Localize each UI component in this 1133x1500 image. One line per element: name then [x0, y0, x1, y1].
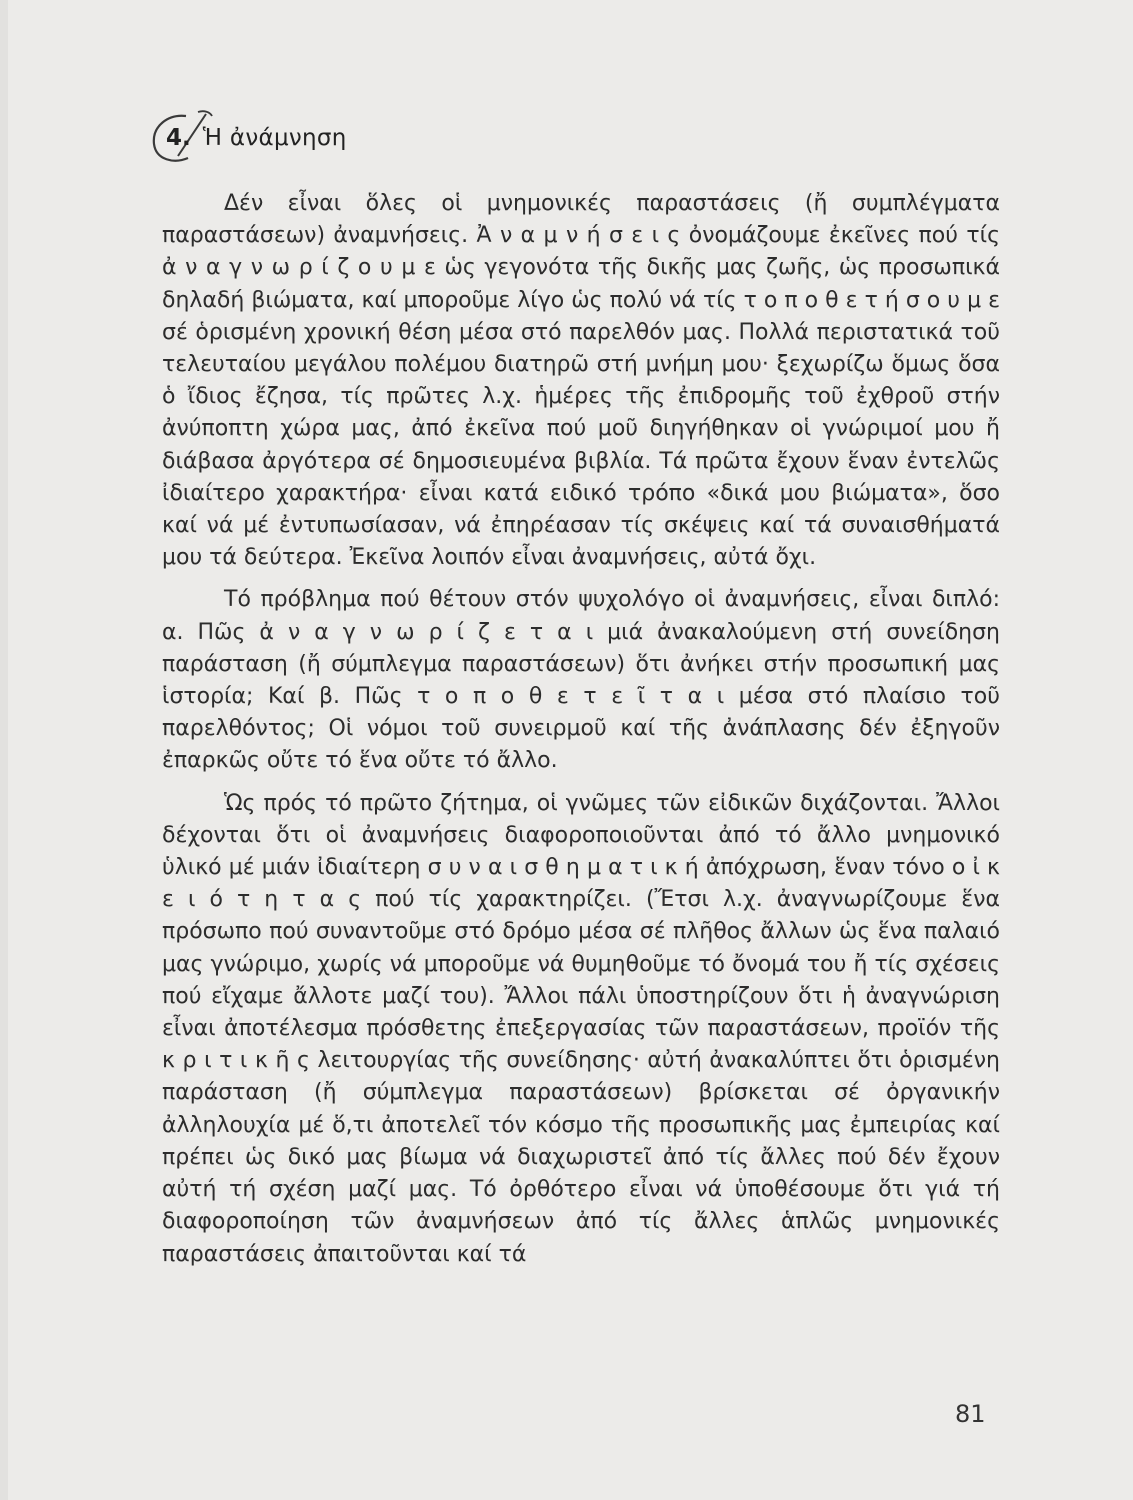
body-text — [162, 188, 1000, 1281]
section-number: 4. — [166, 125, 191, 151]
paragraph: Τό πρόβλημα πού θέτουν στόν ψυχολόγο οἱ ἀναμνήσεις, εἶναι διπλό: α. Πῶς ἀ ν α γ ν ω ρ ί ζ ε τ α ι μιά ἀνακαλούμενη στή συνείδηση παράσταση (ἤ σύμπλεγμα παραστάσεων) ὅτι ἀνήκει στήν προσωπική μας ἱστορία; Καί β. Πῶς τ ο π ο θ ε τ ε ῖ τ α ι μέσα στό πλαίσιο τοῦ παρελθόντος; Οἱ νόμοι τοῦ συνειρμοῦ καί τῆς ἀνάπλασης δέν ἐξηγοῦν ἐπαρκῶς οὔτε τό ἕνα οὔτε τό ἄλλο. — [162, 587, 1000, 774]
page-number: 81 — [955, 1400, 986, 1428]
section-title: Ἡ ἀνάμνηση — [202, 125, 347, 151]
paragraph: Δέν εἶναι ὅλες οἱ μνημονικές παραστάσεις (ἤ συμπλέγματα παραστάσεων) ἀναμνήσεις. Ἀ ν α μ ν ή σ ε ι ς ὀνομάζουμε ἐκεῖνες πού τίς ἀ ν α γ ν ω ρ ί ζ ο υ μ ε ὡς γεγονότα τῆς δικῆς μας ζωῆς, ὡς προσωπικά δηλαδή βιώματα, καί μποροῦμε λίγο ὡς πολύ νά τίς τ ο π ο θ ε τ ή σ ο υ μ ε σέ ὁρισμένη χρονική θέση μέσα στό παρελθόν μας. Πολλά περιστατικά τοῦ τελευταίου μεγάλου πολέμου διατηρῶ στή μνήμη μου· ξεχωρίζω ὅμως ὅσα ὁ ἴδιος ἔζησα, τίς πρῶτες λ.χ. ἡμέρες τῆς ἐπιδρομῆς τοῦ ἐχθροῦ στήν ἀνύποπτη χώρα μας, ἀπό ἐκεῖνα πού μοῦ διηγήθηκαν οἱ γνώριμοί μου ἤ διάβασα ἀργότερα σέ δημοσιευμένα βιβλία. Τά πρῶτα ἔχουν ἕναν ἐντελῶς ἰδιαίτερο χαρακτήρα· εἶναι κατά ειδικό τρόπο «δικά μου βιώματα», ὅσο καί νά μέ ἐντυπωσίασαν, νά ἐπηρέασαν τίς σκέψεις καί τά συναισθήματά μου τά δεύτερα. Ἐκεῖνα λοιπόν εἶναι ἀναμνήσεις, αὐτά ὄχι. — [162, 191, 1000, 571]
section-heading — [148, 108, 347, 168]
page-edge — [0, 0, 8, 1500]
paragraph: Ὡς πρός τό πρῶτο ζήτημα, οἱ γνῶμες τῶν εἰδικῶν διχάζονται. Ἄλλοι δέχονται ὅτι οἱ ἀναμνήσεις διαφοροποιοῦνται ἀπό τό ἄλλο μνημονικό ὑλικό μέ μιάν ἰδιαίτερη σ υ ν α ι σ θ η μ α τ ι κ ή ἀπόχρωση, ἕναν τόνο ο ἰ κ ε ι ό τ η τ α ς πού τίς χαρακτηρίζει. (Ἔτσι λ.χ. ἀναγνωρίζουμε ἕνα πρόσωπο πού συναντοῦμε στό δρόμο μέσα σέ πλῆθος ἄλλων ὡς ἕνα παλαιό μας γνώριμο, χωρίς νά μποροῦμε νά θυμηθοῦμε τό ὄνομά του ἤ τίς σχέσεις πού εἴχαμε ἄλλοτε μαζί του). Ἄλλοι πάλι ὑποστηρίζουν ὅτι ἡ ἀναγνώριση εἶναι ἀποτέλεσμα πρόσθετης ἐπεξεργασίας τῶν παραστάσεων, προϊόν τῆς κ ρ ι τ ι κ ῆ ς λειτουργίας τῆς συνείδησης· αὐτή ἀνακαλύπτει ὅτι ὁρισμένη παράσταση (ἤ σύμπλεγμα παραστάσεων) βρίσκεται σέ ὀργανικήν ἀλληλουχία μέ ὅ,τι ἀποτελεῖ τόν κόσμο τῆς προσωπικῆς μας ἐμπειρίας καί πρέπει ὡς δικό μας βίωμα νά διαχωριστεῖ ἀπό τίς ἄλλες πού δέν ἔχουν αὐτή τή σχέση μαζί μας. Τό ὀρθότερο εἶναι νά ὑποθέσουμε ὅτι γιά τή διαφοροποίηση τῶν ἀναμνήσεων ἀπό τίς ἄλλες ἁπλῶς μνημονικές παραστάσεις ἀπαιτοῦνται καί τά — [162, 790, 1000, 1267]
